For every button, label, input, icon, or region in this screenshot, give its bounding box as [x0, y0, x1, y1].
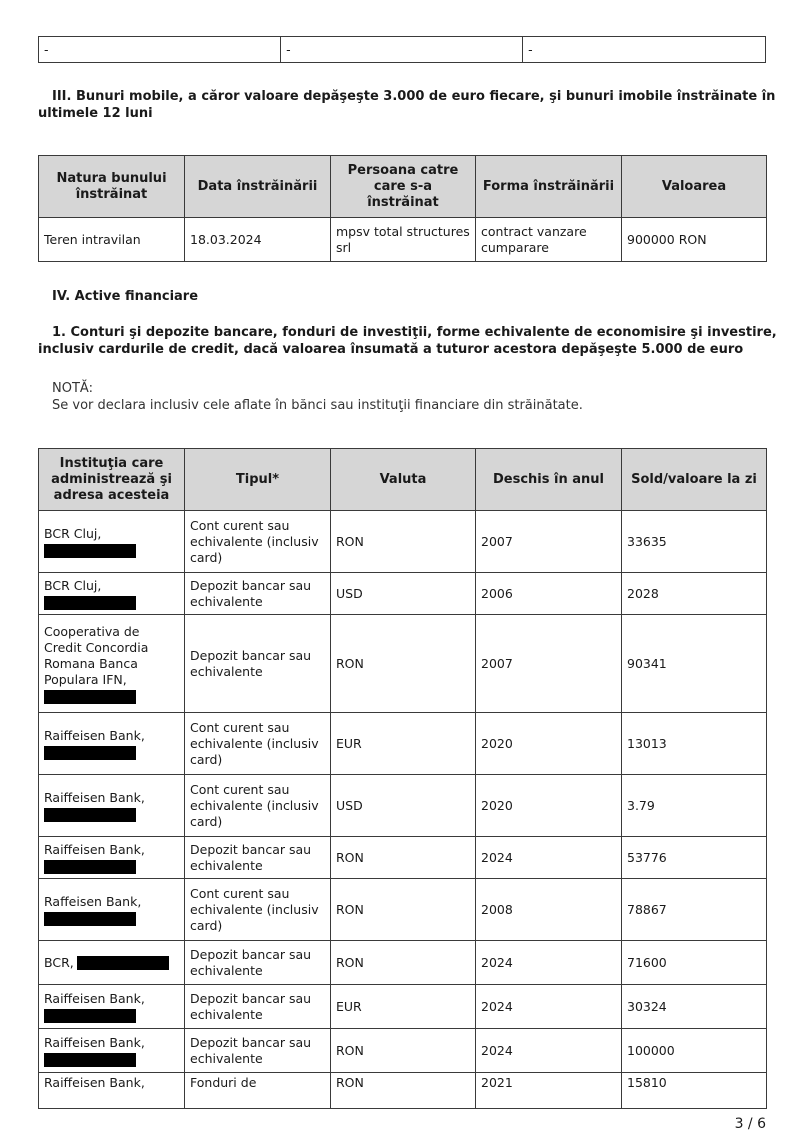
redacted-address [44, 596, 136, 610]
currency-text: EUR [336, 735, 362, 751]
type-text: Depozit bancar sau echivalente [190, 946, 312, 978]
type-text: Cont curent sau echivalente (inclusiv card) [190, 719, 319, 767]
type-cell [185, 615, 331, 713]
value-text: 15810 [627, 1075, 667, 1090]
year-text: 2024 [481, 1042, 513, 1058]
value-text: 71600 [627, 954, 667, 970]
type-text: Depozit bancar sau echivalente [190, 1034, 312, 1066]
year-cell [476, 775, 622, 837]
redacted-address [44, 912, 136, 926]
institution-text: Raiffeisen Bank, [44, 789, 145, 805]
year-cell [476, 879, 622, 941]
table-cell: 18.03.2024 [185, 218, 331, 262]
value-cell [622, 615, 767, 713]
table-cell: mpsv total structures srl [331, 218, 476, 262]
column-header: Forma înstrăinării [476, 156, 622, 218]
institution-text: BCR Cluj, [44, 525, 102, 541]
year-cell [476, 837, 622, 879]
year-cell [476, 985, 622, 1029]
currency-text: USD [336, 797, 363, 813]
institution-text: Raiffeisen Bank, [44, 841, 145, 857]
type-cell [185, 837, 331, 879]
year-text: 2020 [481, 735, 513, 751]
year-text: 2008 [481, 901, 513, 917]
type-cell [185, 1029, 331, 1073]
type-text: Depozit bancar sau echivalente [190, 990, 312, 1022]
type-text: Depozit bancar sau echivalente [190, 841, 312, 873]
type-text: Cont curent sau echivalente (inclusiv card) [190, 517, 319, 565]
redacted-address [44, 1009, 136, 1023]
currency-cell [331, 879, 476, 941]
value-cell [622, 879, 767, 941]
currency-cell [331, 837, 476, 879]
table-row [39, 1073, 767, 1109]
table-row [39, 615, 767, 713]
year-cell [476, 941, 622, 985]
type-cell [185, 713, 331, 775]
institution-cell [39, 1029, 185, 1073]
note-text: Se vor declara inclusiv cele aflate în bănci sau instituţii financiare din străinătate. [52, 398, 583, 413]
institution-cell [39, 511, 185, 573]
value-text: 90341 [627, 655, 667, 671]
table-cell: - [281, 37, 523, 63]
redacted-address [44, 1053, 136, 1067]
institution-cell [39, 837, 185, 879]
institution-text: BCR, [44, 954, 74, 970]
section-4-heading: IV. Active financiare [52, 289, 199, 304]
column-header: Tipul* [185, 449, 331, 511]
institution-cell [39, 573, 185, 615]
table-cell: 900000 RON [622, 218, 767, 262]
table-row [39, 775, 767, 837]
year-text: 2024 [481, 849, 513, 865]
type-cell [185, 511, 331, 573]
value-text: 100000 [627, 1042, 675, 1058]
year-text: 2020 [481, 797, 513, 813]
type-cell [185, 985, 331, 1029]
value-cell [622, 837, 767, 879]
year-cell [476, 573, 622, 615]
table-cell: Teren intravilan [39, 218, 185, 262]
currency-text: RON [336, 1042, 364, 1058]
year-text: 2021 [481, 1075, 513, 1090]
type-text: Cont curent sau echivalente (inclusiv card) [190, 885, 319, 933]
institution-text: Cooperativa de Credit Concordia Romana Banca Populara IFN, [44, 623, 149, 687]
type-cell [185, 775, 331, 837]
table-row [39, 573, 767, 615]
currency-text: RON [336, 849, 364, 865]
column-header: Natura bunului înstrăinat [39, 156, 185, 218]
institution-cell [39, 879, 185, 941]
table-row [39, 1029, 767, 1073]
institution-text: BCR Cluj, [44, 577, 102, 593]
institution-cell [39, 941, 185, 985]
year-cell [476, 713, 622, 775]
table-cell: - [523, 37, 766, 63]
year-cell [476, 615, 622, 713]
redacted-address [44, 746, 136, 760]
year-cell [476, 1073, 622, 1109]
column-header: Persoana catre care s-a înstrăinat [331, 156, 476, 218]
redacted-address [44, 544, 136, 558]
column-header: Deschis în anul [476, 449, 622, 511]
redacted-address [44, 808, 136, 822]
currency-cell [331, 985, 476, 1029]
currency-text: EUR [336, 998, 362, 1014]
currency-text: RON [336, 954, 364, 970]
institution-text: Raffeisen Bank, [44, 893, 142, 909]
value-cell [622, 713, 767, 775]
financial-assets-table [38, 448, 767, 1109]
note-label: NOTĂ: [52, 381, 93, 396]
currency-cell [331, 941, 476, 985]
table-row [39, 511, 767, 573]
currency-text: RON [336, 901, 364, 917]
type-text: Cont curent sau echivalente (inclusiv card) [190, 781, 319, 829]
institution-cell [39, 713, 185, 775]
institution-cell [39, 615, 185, 713]
value-cell [622, 775, 767, 837]
column-header: Sold/valoare la zi [622, 449, 767, 511]
currency-cell [331, 1073, 476, 1109]
table-row [39, 713, 767, 775]
institution-cell [39, 775, 185, 837]
value-text: 78867 [627, 901, 667, 917]
currency-cell [331, 615, 476, 713]
type-text: Depozit bancar sau echivalente [190, 647, 312, 679]
table-row [39, 941, 767, 985]
year-text: 2024 [481, 954, 513, 970]
redacted-address [44, 690, 136, 704]
redacted-address [77, 956, 169, 970]
value-cell [622, 985, 767, 1029]
type-cell [185, 573, 331, 615]
type-text: Depozit bancar sau echivalente [190, 577, 312, 609]
column-header: Valuta [331, 449, 476, 511]
type-cell [185, 1073, 331, 1109]
value-text: 3.79 [627, 797, 655, 813]
currency-cell [331, 573, 476, 615]
type-text: Fonduri de [190, 1075, 257, 1090]
year-cell [476, 511, 622, 573]
previous-table-tail [38, 36, 766, 63]
currency-cell [331, 1029, 476, 1073]
table-cell: contract vanzare cumparare [476, 218, 622, 262]
currency-text: RON [336, 533, 364, 549]
value-cell [622, 941, 767, 985]
year-text: 2007 [481, 655, 513, 671]
column-header: Data înstrăinării [185, 156, 331, 218]
table-row [39, 985, 767, 1029]
value-text: 53776 [627, 849, 667, 865]
value-text: 2028 [627, 585, 659, 601]
year-text: 2006 [481, 585, 513, 601]
page-number: 3 / 6 [734, 1116, 766, 1132]
institution-cell [39, 985, 185, 1029]
institution-text: Raiffeisen Bank, [44, 990, 145, 1006]
table-row [39, 879, 767, 941]
value-text: 33635 [627, 533, 667, 549]
column-header: Instituţia care administrează şi adresa acesteia [39, 449, 185, 511]
value-text: 30324 [627, 998, 667, 1014]
financial-assets-body [39, 511, 767, 1109]
alienated-assets-table [38, 155, 767, 262]
section-3-heading: III. Bunuri mobile, a căror valoare depăşeşte 3.000 de euro fiecare, şi bunuri imobile înstrăinate în ultimele 12 luni [38, 89, 776, 121]
value-cell [622, 1029, 767, 1073]
year-text: 2024 [481, 998, 513, 1014]
value-cell [622, 511, 767, 573]
currency-text: USD [336, 585, 363, 601]
value-cell [622, 1073, 767, 1109]
institution-text: Raiffeisen Bank, [44, 727, 145, 743]
type-cell [185, 879, 331, 941]
institution-text: Raiffeisen Bank, [44, 1075, 145, 1090]
section-4-subheading: 1. Conturi şi depozite bancare, fonduri de investiţii, forme echivalente de economisire şi investire, inclusiv cardurile de credit, dacă valoarea însumată a tuturor acestora depăşeşte 5.000 de euro [38, 325, 777, 357]
currency-cell [331, 713, 476, 775]
table-row [39, 218, 767, 262]
year-text: 2007 [481, 533, 513, 549]
value-text: 13013 [627, 735, 667, 751]
currency-cell [331, 775, 476, 837]
institution-text: Raiffeisen Bank, [44, 1034, 145, 1050]
currency-text: RON [336, 655, 364, 671]
year-cell [476, 1029, 622, 1073]
redacted-address [44, 860, 136, 874]
institution-cell [39, 1073, 185, 1109]
column-header: Valoarea [622, 156, 767, 218]
table-row [39, 837, 767, 879]
currency-cell [331, 511, 476, 573]
table-cell: - [39, 37, 281, 63]
currency-text: RON [336, 1075, 364, 1090]
type-cell [185, 941, 331, 985]
value-cell [622, 573, 767, 615]
